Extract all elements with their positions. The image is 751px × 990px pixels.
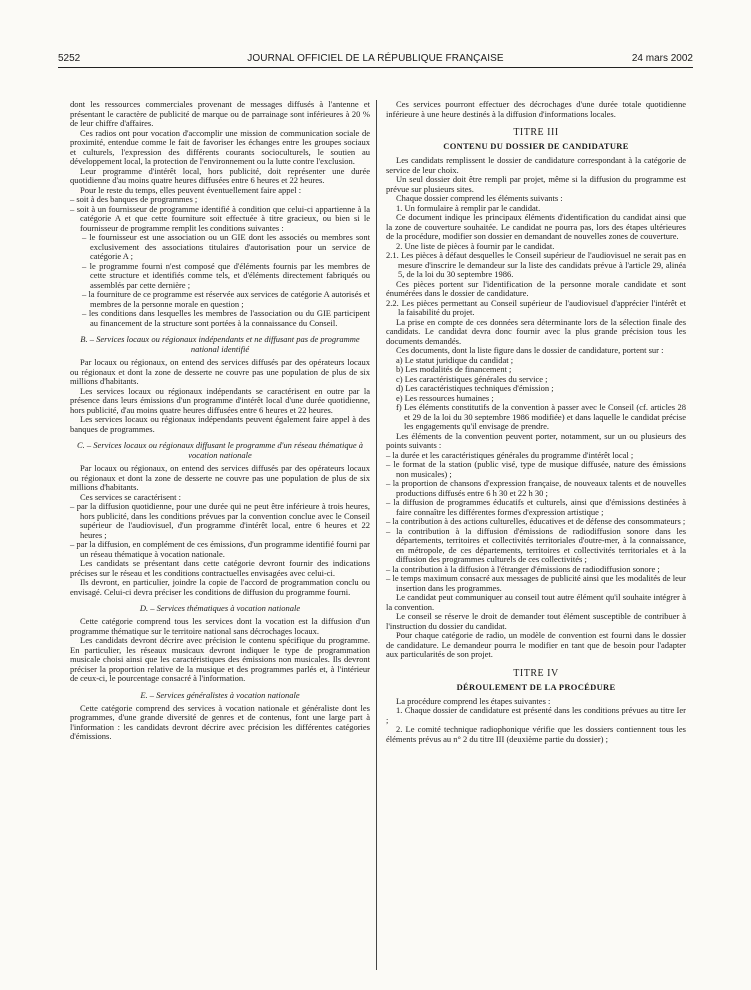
paragraph: Le candidat peut communiquer au conseil tout autre élément qu'il souhaite intégrer à la convention. — [386, 592, 686, 612]
section-heading-e: E. – Services généralistes à vocation nationale — [140, 689, 300, 700]
titre-iii-heading: TITRE III — [513, 127, 559, 138]
column-divider — [376, 100, 377, 970]
lettered-item: c) Les caractéristiques générales du service ; — [396, 373, 548, 384]
paragraph: Pour chaque catégorie de radio, un modèle de convention est fourni dans le dossier de candidature. Le demandeur pourra le modifier en tant que de besoin pour l'adapter aux particularités de son projet. — [386, 630, 686, 659]
list-item: – la durée et les caractéristiques générales du programme d'intérêt local ; — [386, 449, 634, 460]
paragraph: Les éléments de la convention peuvent porter, notamment, sur un ou plusieurs des points suivants : — [386, 430, 686, 450]
lettered-item: e) Les ressources humaines ; — [396, 392, 494, 403]
paragraph: Les candidats devront décrire avec précision le contenu spécifique du programme. En particulier, les réseaux musicaux devront indiquer le type de programmation musicale choisi ainsi que les caractéristiques des émissions non musicales. Ils devront préciser la proportion relative de la musique et des programmes parlés et, à l'intérieur de ceux-ci, le pourcentage consacré à l'information. — [70, 635, 370, 683]
paragraph: 2. Le comité technique radiophonique vérifie que les dossiers contiennent tous les éléments prévus au n° 2 du titre III (deuxième partie du dossier) ; — [386, 724, 686, 744]
paragraph: Cette catégorie comprend des services à vocation nationale et généraliste dont les programmes, d'une grande diversité de genres et de contenus, font une large part à l'information : les candidats devront décrire avec précision les différentes catégories d'émissions. — [70, 702, 370, 741]
paragraph: Les candidats remplissent le dossier de candidature correspondant à la catégorie de service de leur choix. — [386, 155, 686, 175]
lettered-item: f) Les éléments constitutifs de la convention à passer avec le Conseil (cf. articles 28 et 29 de la loi du 30 septembre 1986 modifiée) et dans laquelle le candidat précise les engagements qu'il envisage de prendre. — [396, 402, 686, 431]
paragraph: Les candidats se présentant dans cette catégorie devront fournir des indications précises sur le réseau et les conditions contractuelles envisagées avec celui-ci. — [70, 558, 370, 578]
header-rule — [58, 67, 693, 68]
sub-list-item: – la fourniture de ce programme est réservée aux services de catégorie A autorisés et membres de la personne morale en question ; — [82, 289, 370, 309]
paragraph: Les services locaux ou régionaux indépendants peuvent également faire appel à des banques de programmes. — [70, 414, 370, 434]
paragraph: Ces radios ont pour vocation d'accomplir une mission de communication sociale de proximité, entendue comme le fait de favoriser les échanges entre les groupes sociaux et culturels, l'expression des différents courants socioculturels, le soutien au développement local, la protection de l'environnement ou la lutte contre l'exclusion. — [70, 127, 370, 166]
paragraph: Un seul dossier doit être rempli par projet, même si la diffusion du programme est prévue sur plusieurs sites. — [386, 174, 686, 194]
issue-date: 24 mars 2002 — [631, 53, 693, 64]
titre-iv-subheading: DÉROULEMENT DE LA PROCÉDURE — [456, 681, 616, 692]
paragraph: Le conseil se réserve le droit de demander tout élément susceptible de contribuer à l'instruction du dossier du candidat. — [386, 611, 686, 631]
paragraph: Par locaux ou régionaux, on entend des services diffusés par des opérateurs locaux ou régionaux et dont la zone de desserte ne couvre pas une population de plus de six millions d'habitants. — [70, 463, 370, 492]
titre-iii-subheading: CONTENU DU DOSSIER DE CANDIDATURE — [443, 141, 629, 151]
numbered-item: 2.2. Les pièces permettant au Conseil supérieur de l'audiovisuel d'apprécier l'intérêt et la faisabilité du projet. — [386, 297, 686, 317]
paragraph: La procédure comprend les étapes suivantes : — [396, 695, 551, 706]
paragraph: La prise en compte de ces données sera déterminante lors de la sélection finale des candidats. Le candidat devra donc fournir avec la plus grande précision tous les documents demandés. — [386, 316, 686, 346]
paragraph: Ces services pourront effectuer des décrochages d'une durée totale quotidienne inférieure à une heure destinés à la diffusion d'informations locales. — [386, 99, 686, 119]
paragraph: Chaque dossier comprend les éléments suivants : — [396, 193, 563, 203]
paragraph: Ces pièces portent sur l'identification de la personne morale candidate et sont énumérées dans le dossier de candidature. — [386, 278, 686, 298]
list-item: – la diffusion de programmes éducatifs et culturels, ainsi que d'émissions destinées à faire connaître les différentes formes d'expression artistique ; — [386, 497, 686, 517]
left-column — [70, 100, 370, 742]
list-item: – par la diffusion, en complément de ces émissions, d'un programme identifié fourni par un réseau thématique à vocation nationale. — [70, 539, 370, 559]
sub-list-item: – le fournisseur est une association ou un GIE dont les associés ou membres sont exclusivement des associations titulaires d'autorisation pour un service de catégorie A ; — [82, 232, 370, 261]
lettered-item: d) Les caractéristiques techniques d'émission ; — [396, 383, 554, 393]
list-item: – soit à un fournisseur de programme identifié à condition que celui-ci appartienne à la catégorie A et que cette fourniture soit effectuée à titre gracieux, ou bien si le fournisseur de programme remplit les conditions suivantes : — [70, 203, 370, 233]
paragraph: 2. Une liste de pièces à fournir par le candidat. — [396, 240, 555, 251]
list-item: – le temps maximum consacré aux messages de publicité ainsi que les modalités de leur insertion dans les programmes. — [386, 573, 686, 593]
titre-iv-heading: TITRE IV — [513, 667, 559, 679]
page-header — [58, 52, 693, 66]
section-heading-c: C. – Services locaux ou régionaux diffusant le programme d'un réseau thématique à vocation nationale — [77, 440, 363, 460]
list-item: – la contribution à la diffusion d'émissions de radiodiffusion sonore dans les départements, territoires et collectivités territoriales d'outre-mer, à la connaissance, en métropole, de ces départements, territoires et collectivités territoriales et à la diffusion des programmes culturels de ces collectivités ; — [386, 525, 686, 564]
right-column — [386, 100, 686, 744]
sub-list-item: – le programme fourni n'est composé que d'éléments fournis par les membres de cette structure et identifiés comme tels, et d'éléments directement fabriqués ou assemblés par cette dernière ; — [82, 260, 370, 290]
paragraph: 1. Un formulaire à remplir par le candidat. — [396, 202, 541, 213]
journal-title: JOURNAL OFFICIEL DE LA RÉPUBLIQUE FRANÇAISE — [247, 53, 504, 64]
list-item: – la contribution à des actions culturelles, éducatives et de défense des consommateurs ; — [386, 516, 686, 526]
list-item: – soit à des banques de programmes ; — [70, 194, 198, 204]
paragraph: Ce document indique les principaux éléments d'identification du candidat ainsi que la zone de couverture souhaitée. Le candidat ne pourra pas, lors des étapes ultérieures de la procédure, modifier son dossier en demandant de nouvelles zones de couverture. — [386, 212, 686, 241]
lettered-item: b) Les modalités de financement ; — [396, 364, 512, 374]
section-heading-d: D. – Services thématiques à vocation nationale — [139, 603, 301, 613]
paragraph: Par locaux ou régionaux, on entend des services diffusés par des opérateurs locaux ou régionaux et dont la zone de desserte ne couvre pas une population de plus de six millions d'habitants. — [70, 357, 370, 386]
list-item: – le format de la station (public visé, type de musique diffusée, nature des émissions non musicales) ; — [386, 459, 686, 479]
numbered-item: 2.1. Les pièces à défaut desquelles le Conseil supérieur de l'audiovisuel ne serait pas en mesure d'inscrire le demandeur sur la liste des candidats prévue à l'article 29, alinéa 5, de la loi du 30 septembre 1986. — [386, 250, 686, 279]
paragraph: Pour le reste du temps, elles peuvent éventuellement faire appel : — [80, 184, 302, 195]
paragraph: Les services locaux ou régionaux indépendants se caractérisent en outre par la présence dans leurs émissions d'un programme d'intérêt local d'une durée quotidienne, hors publicité, d'au moins quatre heures diffusées entre 6 heures et 22 heures. — [70, 385, 370, 415]
list-item: – la contribution à la diffusion à l'étranger d'émissions de radiodiffusion sonore ; — [386, 563, 660, 574]
paragraph: Ils devront, en particulier, joindre la copie de l'accord de programmation conclu ou envisagé. Celui-ci devra préciser les conditions de diffusion du programme fourni. — [70, 577, 370, 597]
list-item: – par la diffusion quotidienne, pour une durée qui ne peut être inférieure à trois heures, hors publicité, dans les conditions prévues par la convention conclue avec le Conseil supérieur de l'audiovisuel, d'un programme d'intérêt local, entre 6 heures et 22 heures ; — [70, 501, 370, 540]
section-heading-b: B. – Services locaux ou régionaux indépendants et ne diffusant pas de programme national identifié — [80, 334, 360, 354]
paragraph: dont les ressources commerciales provenant de messages diffusés à l'antenne et présentant le caractère de publicité de marque ou de parrainage sont inférieures à 20 % de leur chiffre d'affaires. — [70, 99, 370, 128]
lettered-item: a) Le statut juridique du candidat ; — [396, 354, 514, 365]
paragraph: Leur programme d'intérêt local, hors publicité, doit représenter une durée quotidienne d'au moins quatre heures diffusées entre 6 heures et 22 heures. — [70, 165, 370, 185]
sub-list-item: – les conditions dans lesquelles les membres de l'association ou du GIE participent au financement de la structure sont portées à la connaissance du Conseil. — [82, 308, 370, 328]
paragraph: Ces documents, dont la liste figure dans le dossier de candidature, portent sur : — [396, 345, 664, 355]
page-number: 5252 — [58, 53, 81, 64]
paragraph: Cette catégorie comprend tous les services dont la vocation est la diffusion d'un programme thématique sur le territoire national sans décrochages locaux. — [70, 616, 370, 636]
paragraph: 1. Chaque dossier de candidature est présenté dans les conditions prévues au titre Ier ; — [386, 705, 686, 725]
paragraph: Ces services se caractérisent : — [80, 491, 182, 502]
list-item: – la proportion de chansons d'expression française, de nouveaux talents et de nouvelles productions diffusés entre 6 h 30 et 22 h 30 ; — [386, 478, 686, 498]
